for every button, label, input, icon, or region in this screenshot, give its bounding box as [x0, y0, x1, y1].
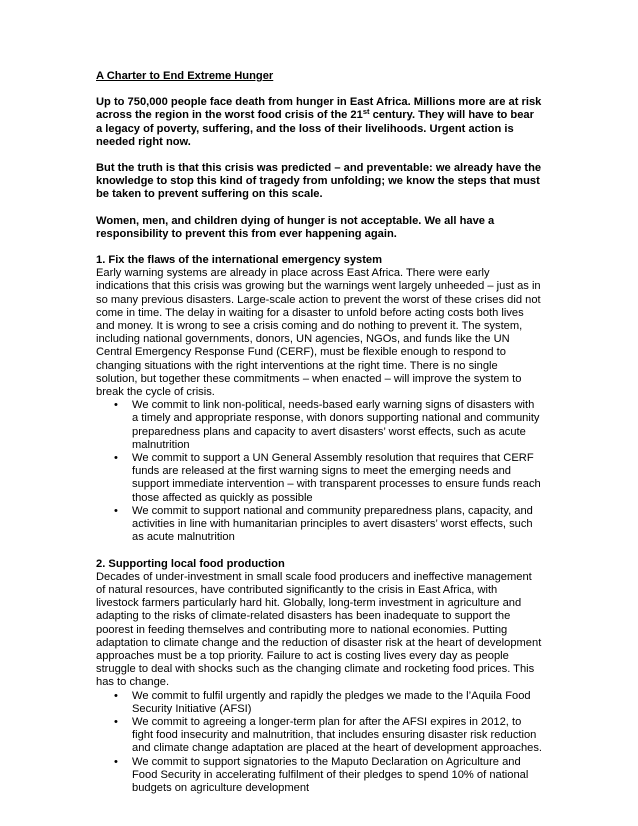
ordinal-suffix: st: [362, 107, 370, 117]
section-heading: 2. Supporting local food production: [96, 557, 285, 570]
section-1: [96, 254, 542, 544]
bullet-icon: •: [114, 399, 118, 412]
list-item-text: We commit to support national and community preparedness plans, capacity, and activities in line with humanitarian principles to avert disasters’ worst effects, such as acute malnutrition: [132, 504, 533, 544]
list-item-text: We commit to support a UN General Assembly resolution that requires that CERF funds are released at the first warning signs to meet the emerging needs and support immediate intervention – with transparent processes to ensure funds reach those affected as quickly as possible: [132, 452, 541, 504]
lead-paragraph-1: [96, 96, 542, 149]
list-item: [114, 715, 543, 756]
bullet-icon: •: [114, 715, 118, 728]
lead-paragraph-2: But the truth is that this crisis was predicted – and preventable: we already have the knowledge to stop this kind of tragedy from unfolding; we know the steps that must be taken to prevent suffering on this scale.: [96, 162, 542, 201]
bullet-icon: •: [114, 452, 118, 465]
commitment-list: [96, 690, 542, 796]
list-item-text: We commit to support signatories to the Maputo Declaration on Agriculture and Food Security in accelerating fulfilment of their pledges to spend 10% of national budgets on agriculture development: [132, 755, 529, 794]
list-item: [114, 755, 542, 796]
bullet-icon: •: [114, 689, 118, 702]
section-body: Early warning systems are already in place across East Africa. There were early indications that this crisis was growing but the warnings went largely unheeded – just as in so many previous disasters. Large-scale action to prevent the worst of these crises did not come in time. The delay in waiting for a disaster to unfold before acting costs both lives and money. It is wrong to see a crisis coming and do nothing to prevent it. The system, including national governments, donors, UN agencies, NGOs, and funds like the UN Central Emergency Response Fund (CERF), must be flexible enough to respond to changing situations with the right interventions at the right time. There is no single solution, but together these commitments – when enacted – will improve the system to break the cycle of crisis.: [96, 267, 541, 399]
list-item-text: We commit to agreeing a longer-term plan for after the AFSI expires in 2012, to fight food insecurity and malnutrition, that includes ensuring disaster risk reduction and climate change adaptation are placed at the heart of development approaches.: [132, 715, 543, 755]
list-item: [114, 504, 542, 545]
commitment-list: [96, 399, 542, 544]
lead-text-part: century. They will have to bear a legacy of poverty, suffering, and the loss of their livelihoods. Urgent action is needed right now.: [96, 109, 534, 148]
section-heading: 1. Fix the flaws of the international emergency system: [96, 254, 383, 267]
list-item-text: We commit to link non-political, needs-based early warning signs of disasters with a timely and appropriate response, with donors supporting national and community preparedness plans and capacity to avert disasters’ worst effects, such as acute malnutrition: [132, 399, 540, 451]
document-title: A Charter to End Extreme Hunger: [96, 70, 274, 82]
list-item-text: We commit to fulfil urgently and rapidly the pledges we made to the l’Aquila Food Security Initiative (AFSI): [132, 689, 531, 715]
section-body: Decades of under-investment in small scale food producers and ineffective management of natural resources, have contributed significantly to the crisis in East Africa, with livestock farmers particularly hard hit. Globally, long-term investment in agriculture and adapting to the risks of climate-related disasters has been inadequate to support the poorest in feeding themselves and contributing more to national economies. Putting adaptation to climate change and the reduction of disaster risk at the heart of development approaches must be a top priority. Failure to act is costing lives every day as people struggle to deal with shocks such as the changing climate and rocketing food prices. This has to change.: [96, 570, 542, 689]
bullet-icon: •: [114, 755, 118, 768]
list-item: [114, 689, 542, 716]
list-item: [114, 452, 542, 505]
lead-paragraph-3: Women, men, and children dying of hunger is not acceptable. We all have a responsibility to prevent this from ever happening again.: [96, 214, 495, 240]
list-item: [114, 399, 542, 452]
section-2: [96, 558, 542, 796]
bullet-icon: •: [114, 504, 118, 517]
lead-text-part: Up to 750,000 people face death from hunger in East Africa. Millions more are at risk across the region in the worst food crisis of the 21: [96, 96, 542, 122]
